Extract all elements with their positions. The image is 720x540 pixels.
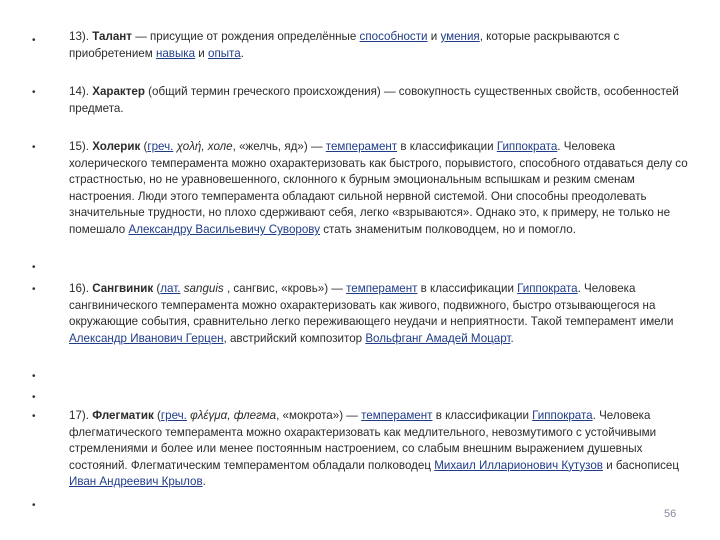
link-kutuzov[interactable]: Михаил Илларионович Кутузов — [434, 458, 603, 472]
item-number: 14). — [69, 85, 89, 98]
bullet: • — [32, 371, 36, 382]
item-number: 17). — [69, 409, 89, 422]
bullet: • — [32, 392, 36, 403]
item-text: стать знаменитым полководцем, но и помогло. — [320, 222, 576, 236]
item-text: (общий термин греческого происхождения) — совокупность существенных свойств, особенностей предмета. — [69, 85, 679, 115]
item-text: ( — [153, 409, 161, 422]
item-text: и — [427, 30, 441, 43]
item-text: в классификации — [397, 140, 497, 153]
link-krylov[interactable]: Иван Андреевич Крылов — [69, 475, 203, 489]
list-item-phlegmatic — [69, 408, 693, 491]
item-text: . — [240, 46, 244, 60]
item-text: , сангвис, «кровь») — — [223, 282, 347, 295]
item-text: и баснописец — [602, 458, 679, 472]
item-text: в классификации — [432, 409, 533, 422]
link-hippocrates[interactable]: Гиппократа — [517, 282, 578, 295]
item-text: , которые раскрываются с приобретением — [69, 30, 620, 60]
link-habit[interactable]: навыка — [155, 46, 196, 60]
item-text: . Человека флегматического темперамента можно охарактеризовать как медлительного, невозмутимого с устойчивыми стремлениями и более или менее постоянным настроением, со слабым внешним выражением душевных состояний. Флегматическим темпераментом обладали полководец — [69, 409, 657, 472]
list-item-choleric — [69, 139, 693, 239]
item-text: . Человека холерического темперамента можно охарактеризовать как быстрого, порывистого, способного отдаваться делу со страстностью, но не уравновешенного, склонного к бурным эмоциональным вспышкам и резким сменам настроения. Люди этого темперамента обладают сильной нервной системой. Они способны преодолевать значительные трудности, но плохо сдерживают себя, легко «взрываются». Однако это, к примеру, не только не помешало — [69, 140, 688, 236]
bullet: • — [32, 500, 36, 511]
item-number: 16). — [69, 282, 89, 295]
item-text: , австрийский композитор — [223, 331, 366, 345]
item-text: ( — [153, 282, 161, 295]
link-hippocrates[interactable]: Гиппократа — [496, 140, 558, 153]
page-number: 56 — [664, 508, 677, 520]
bullet: • — [32, 284, 36, 295]
item-italic: χολή, холе — [176, 140, 233, 153]
item-text: , «желчь, яд») — — [232, 140, 326, 153]
item-term: Характер — [92, 85, 145, 98]
link-herzen[interactable]: Александр Иванович Герцен — [69, 331, 224, 345]
item-text: . Человека сангвинического темперамента можно охарактеризовать как живого, подвижного, быстро отзывающегося на окружающие события, сравнительно легко переживающего неудачи и неприятности. Такой темперамент имели — [69, 282, 674, 329]
link-hippocrates[interactable]: Гиппократа — [532, 409, 593, 422]
item-italic: sanguis — [183, 282, 224, 295]
link-temperament[interactable]: темперамент — [361, 409, 433, 422]
item-text: . — [510, 331, 514, 345]
link-temperament[interactable]: темперамент — [346, 282, 418, 295]
item-text: . — [202, 475, 206, 489]
item-number: 15). — [69, 140, 89, 153]
item-text: , «мокрота») — — [276, 409, 362, 422]
item-number: 13). — [69, 30, 89, 43]
item-text: и — [195, 46, 208, 60]
item-text: — присущие от рождения определённые — [131, 30, 360, 43]
item-term: Сангвиник — [92, 282, 154, 295]
item-text: в классификации — [417, 282, 518, 295]
bullet: • — [32, 35, 36, 46]
item-italic: φλέγμα, флегма — [190, 409, 277, 422]
link-greek[interactable]: греч. — [147, 140, 174, 153]
link-experience[interactable]: опыта — [208, 46, 241, 60]
link-temperament[interactable]: темперамент — [325, 140, 398, 153]
link-mozart[interactable]: Вольфганг Амадей Моцарт — [365, 331, 511, 345]
item-text: ( — [140, 140, 148, 153]
list-item-character — [69, 84, 693, 117]
list-item-sanguine — [69, 281, 693, 347]
bullet: • — [32, 262, 36, 273]
list-item-talent — [69, 29, 693, 62]
link-abilities[interactable]: способности — [359, 30, 428, 43]
item-term: Флегматик — [92, 409, 154, 422]
link-skills[interactable]: умения — [440, 30, 480, 43]
link-suvorov[interactable]: Александру Васильевичу Суворову — [128, 222, 321, 236]
link-greek[interactable]: греч. — [160, 409, 187, 422]
link-latin[interactable]: лат. — [160, 282, 181, 295]
item-term: Холерик — [92, 140, 141, 153]
bullet: • — [32, 142, 36, 153]
item-term: Талант — [92, 30, 132, 43]
bullet: • — [32, 87, 36, 98]
bullet: • — [32, 411, 36, 422]
